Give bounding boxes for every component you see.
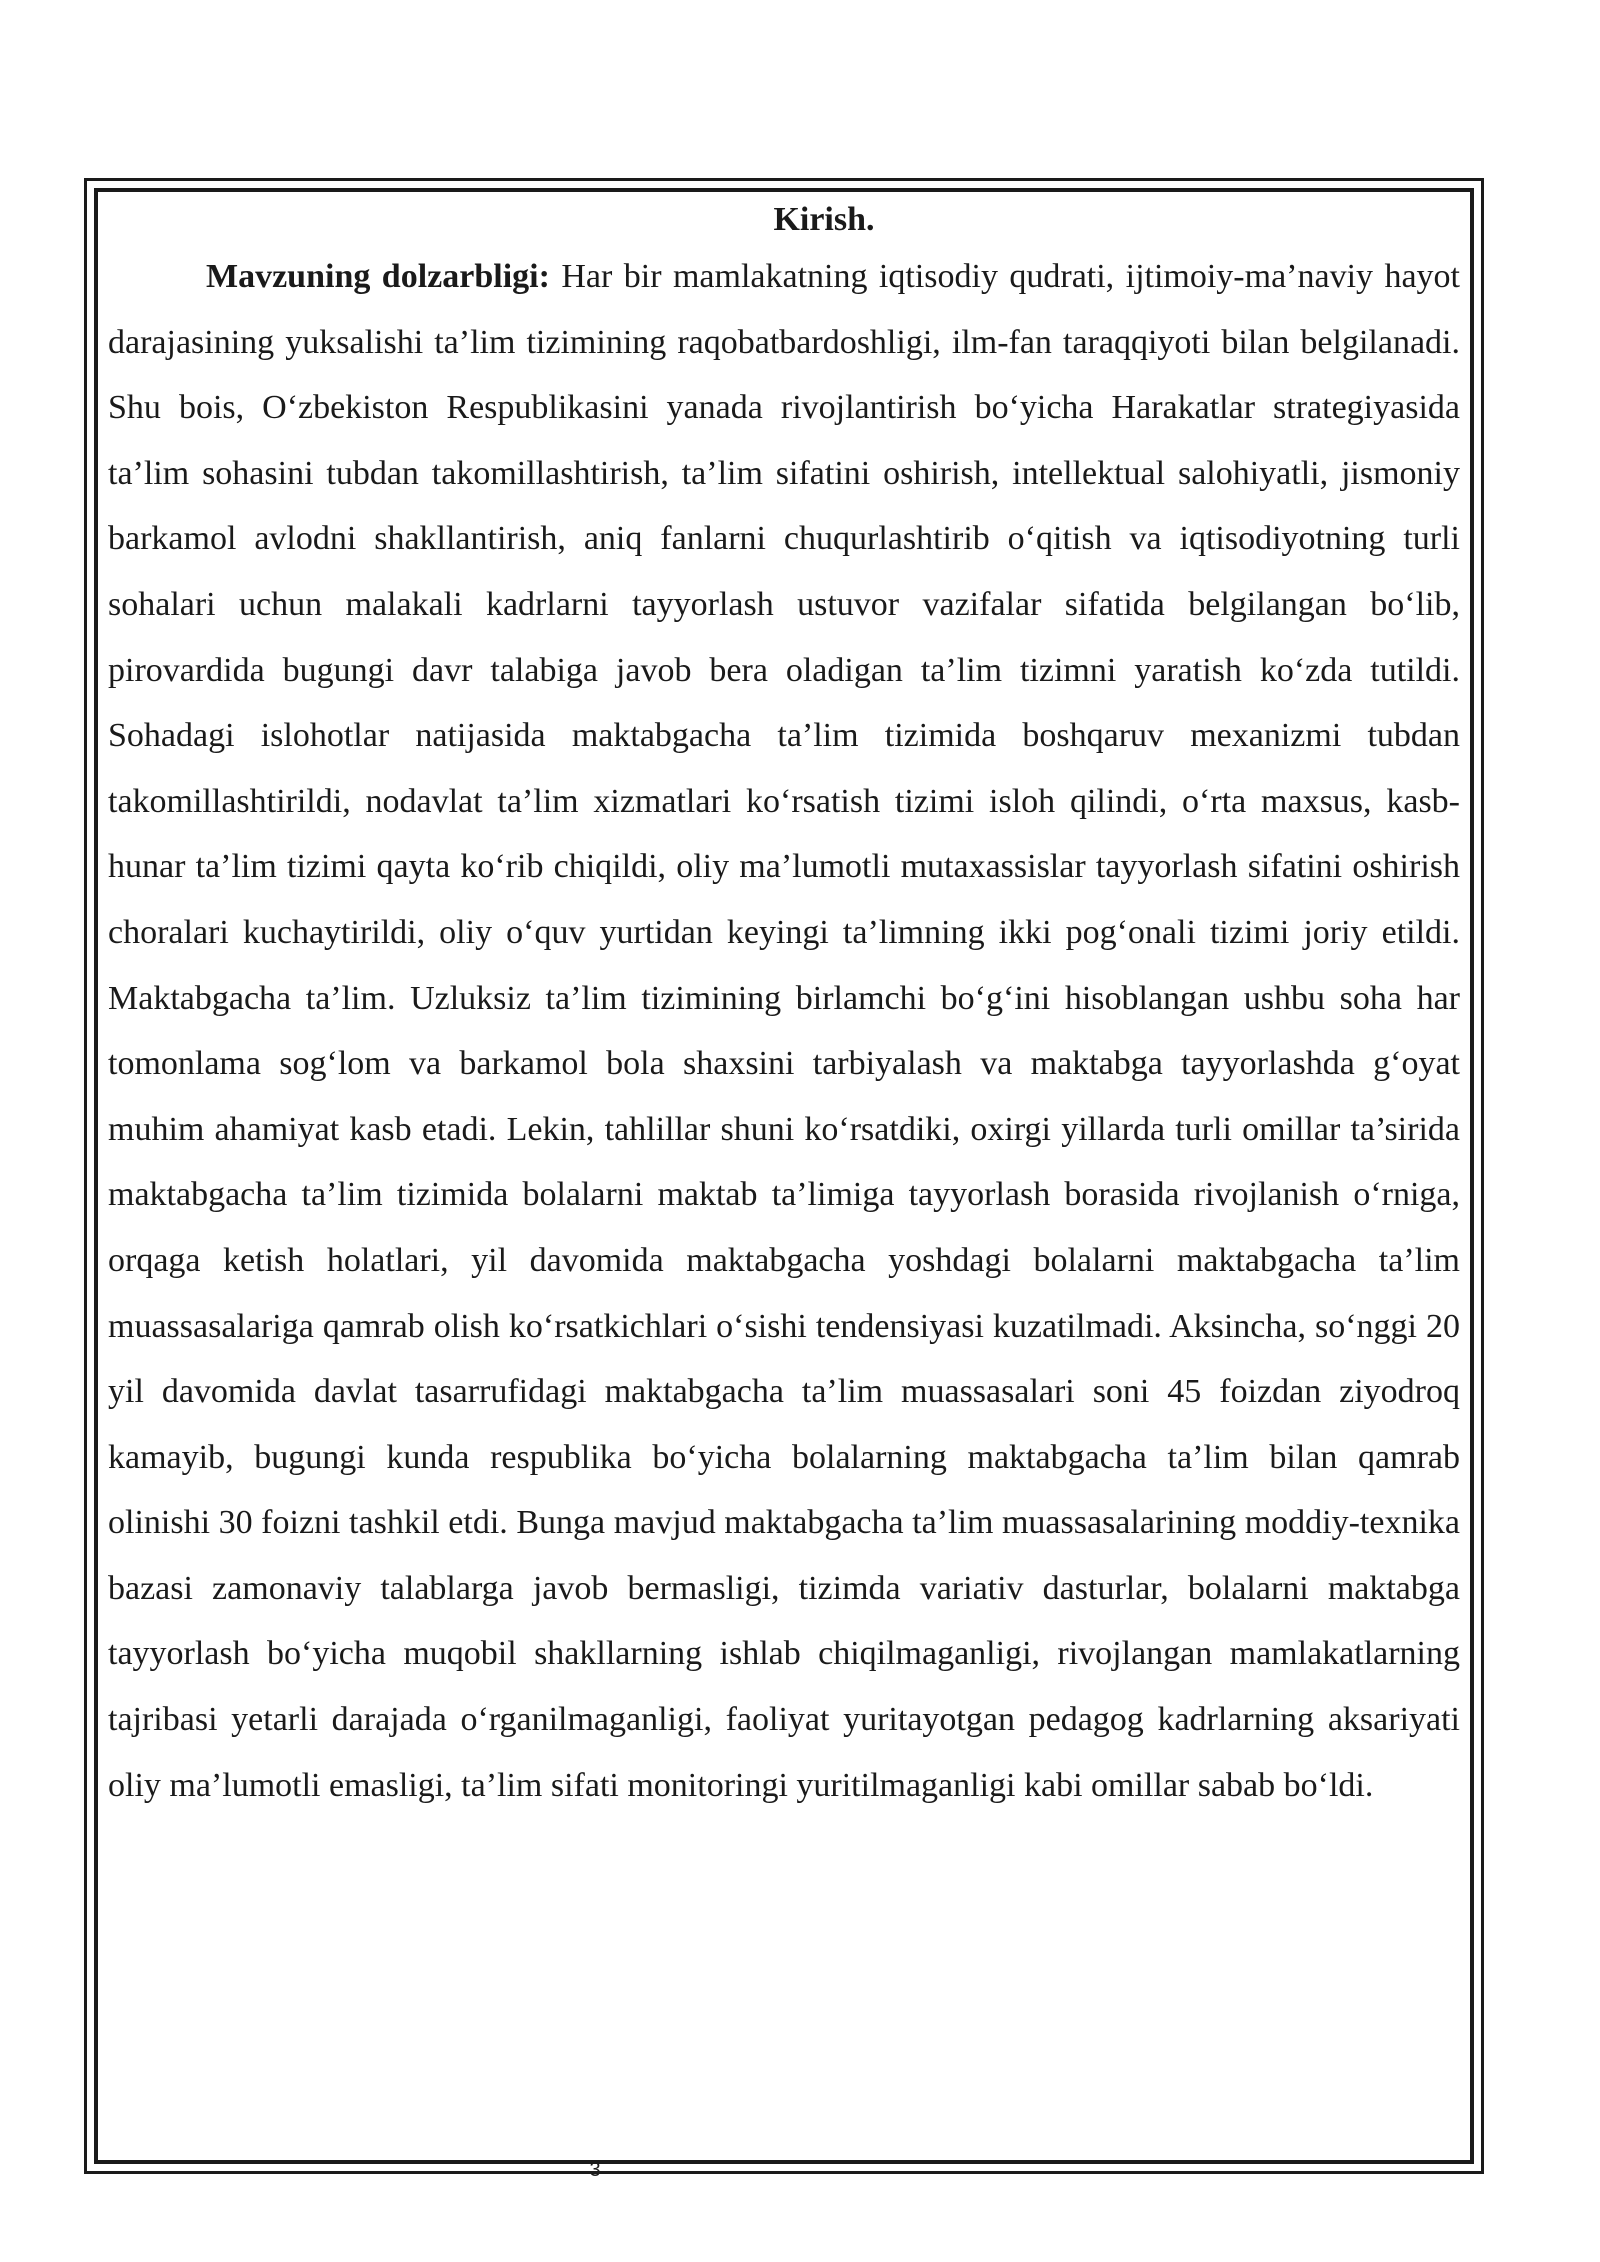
body-paragraph bbox=[108, 244, 1460, 1818]
paragraph-lead: Mavzuning dolzarbligi: bbox=[206, 258, 550, 295]
page-number: 3 bbox=[589, 2159, 601, 2181]
section-heading: Kirish. bbox=[773, 201, 875, 238]
page-content bbox=[108, 196, 1460, 1818]
paragraph-text: Har bir mamlakatning iqtisodiy qudrati, ijtimoiy-ma’naviy hayot darajasining yuksalishi ta’lim tizimining raqobatbardoshligi, ilm-fan taraqqiyoti bilan belgilanadi. Shu bois, O‘zbekiston Respublikasini yanada rivojlantirish bo‘yicha Harakatlar strategiyasida ta’lim sohasini tubdan takomillashtirish, ta’lim sifatini oshirish, intellektual salohiyatli, jismoniy barkamol avlodni shakllantirish, aniq fanlarni chuqurlashtirib o‘qitish va iqtisodiyotning turli sohalari uchun malakali kadrlarni tayyorlash ustuvor vazifalar sifatida belgilangan bo‘lib, pirovardida bugungi davr talabiga javob bera oladigan ta’lim tizimni yaratish ko‘zda tutildi. Sohadagi islohotlar natijasida maktabgacha ta’lim tizimida boshqaruv mexanizmi tubdan takomillashtirildi, nodavlat ta’lim xizmatlari ko‘rsatish tizimi isloh qilindi, o‘rta maxsus, kasb-hunar ta’lim tizimi qayta ko‘rib chiqildi, oliy ma’lumotli mutaxassislar tayyorlash sifatini oshirish choralari kuchaytirildi, oliy o‘quv yurtidan keyingi ta’limning ikki pog‘onali tizimi joriy etildi. Maktabgacha ta’lim. Uzluksiz ta’lim tizimining birlamchi bo‘g‘ini hisoblangan ushbu soha har tomonlama sog‘lom va barkamol bola shaxsini tarbiyalash va maktabga tayyorlashda g‘oyat muhim ahamiyat kasb etadi. Lekin, tahlillar shuni ko‘rsatdiki, oxirgi yillarda turli omillar ta’sirida maktabgacha ta’lim tizimida bolalarni maktab ta’limiga tayyorlash borasida rivojlanish o‘rniga, orqaga ketish holatlari, yil davomida maktabgacha yoshdagi bolalarni maktabgacha ta’lim muassasalariga qamrab olish ko‘rsatkichlari o‘sishi tendensiyasi kuzatilmadi. Aksincha, so‘nggi 20 yil davomida davlat tasarrufidagi maktabgacha ta’lim muassasalari soni 45 foizdan ziyodroq kamayib, bugungi kunda respublika bo‘yicha bolalarning maktabgacha ta’lim bilan qamrab olinishi 30 foizni tashkil etdi. Bunga mavjud maktabgacha ta’lim muassasalarining moddiy-texnika bazasi zamonaviy talablarga javob bermasligi, tizimda variativ dasturlar, bolalarni maktabga tayyorlash bo‘yicha muqobil shakllarning ishlab chiqilmaganligi, rivojlangan mamlakatlarning tajribasi yetarli darajada o‘rganilmaganligi, faoliyat yuritayotgan pedagog kadrlarning aksariyati oliy ma’lumotli emasligi, ta’lim sifati monitoringi yuritilmaganligi kabi omillar sabab bo‘ldi. bbox=[108, 258, 1461, 1804]
